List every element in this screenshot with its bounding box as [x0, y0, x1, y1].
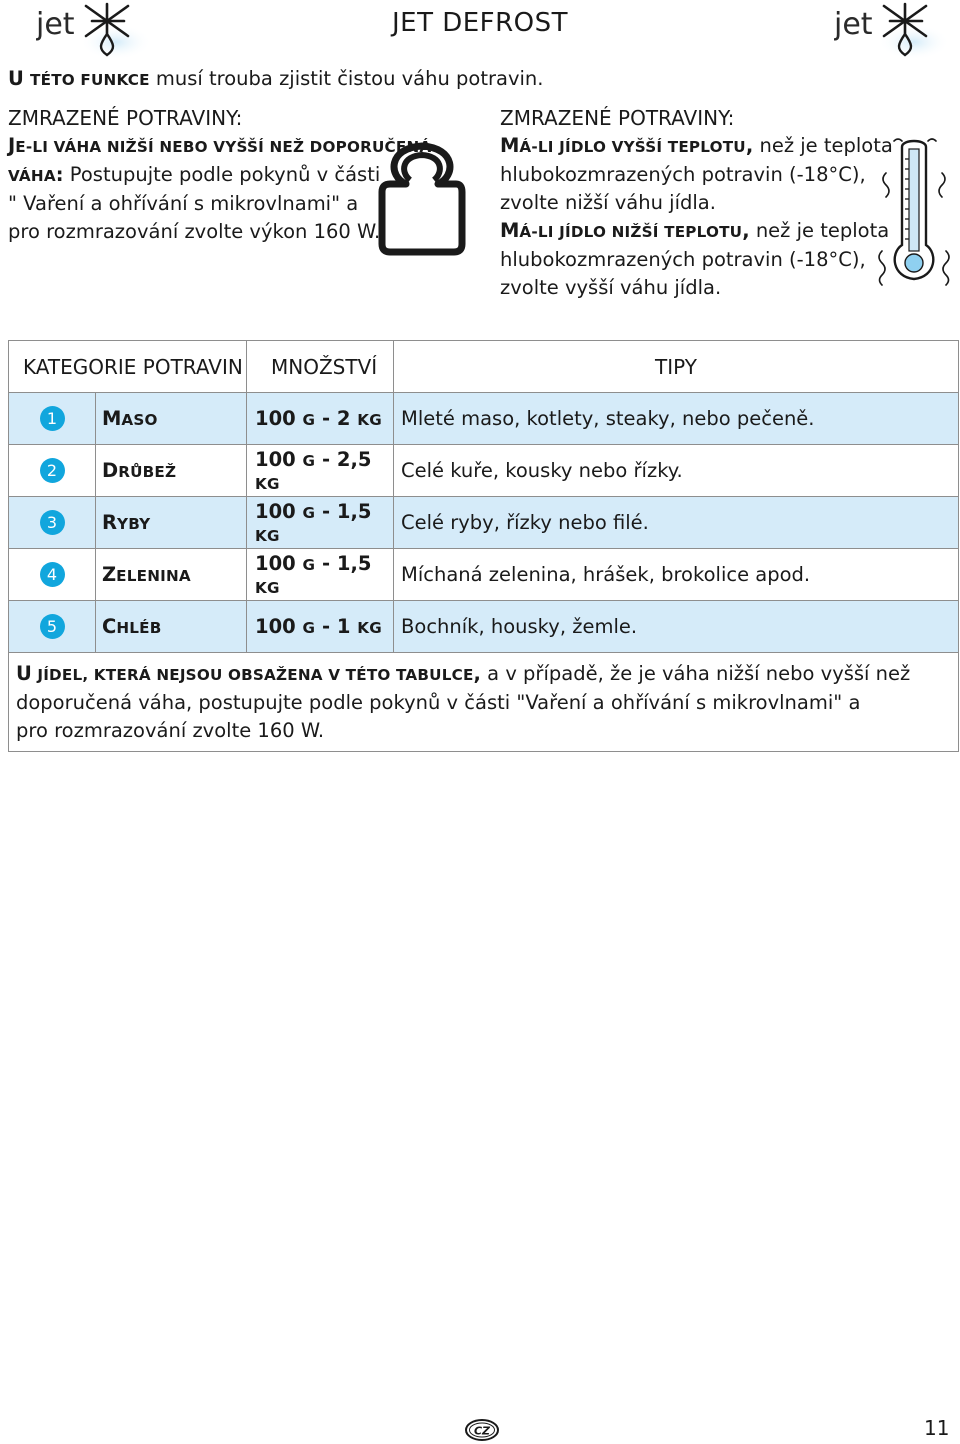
amt-c: - 1	[315, 615, 358, 638]
quantity-cell	[247, 393, 394, 445]
category-cell	[96, 445, 247, 497]
left-line4: pro rozmrazování zvolte výkon 160 W.	[8, 220, 381, 243]
table-note-row	[9, 653, 959, 752]
amt-b: G	[302, 619, 316, 637]
right-p2-line2: hlubokozmrazených potravin (-18°C),	[500, 248, 866, 271]
amt-b: G	[302, 411, 316, 429]
note-rest1: a v případě, že je váha nižší nebo vyšší než	[480, 662, 911, 685]
amt-a: 100	[255, 499, 303, 523]
frozen-weight-block	[8, 104, 431, 246]
header-category: KATEGORIE POTRAVIN	[9, 341, 247, 393]
frozen-thermometer-icon	[872, 133, 956, 303]
left-line3: " Vaření a ohřívání s mikrovlnami" a	[8, 192, 359, 215]
row-number-cell	[9, 549, 96, 601]
left-lead: J	[8, 134, 16, 157]
tip-cell: Bochník, housky, žemle.	[394, 601, 959, 653]
category-cell	[96, 601, 247, 653]
category-rest: ASO	[121, 411, 158, 429]
right-p1-sc: Á-LI JÍDLO VYŠŠÍ TEPLOTU	[519, 138, 746, 156]
header-quantity: MNOŽSTVÍ	[247, 341, 394, 393]
left-sc1: E-LI VÁHA NIŽŠÍ NEBO VYŠŠÍ NEŽ DOPORUČENÁ	[15, 138, 432, 156]
row-number-cell	[9, 601, 96, 653]
right-heading: ZMRAZENÉ POTRAVINY:	[500, 106, 735, 130]
left-line2: Postupujte podle pokynů v části	[63, 163, 381, 186]
right-p2-line3: zvolte vyšší váhu jídla.	[500, 276, 722, 299]
country-code: CZ	[473, 1424, 491, 1438]
note-sc: JÍDEL, KTERÁ NEJSOU OBSAŽENA V TÉTO TABULCE	[31, 666, 474, 684]
category-cell	[96, 393, 247, 445]
right-p1-comma: ,	[745, 134, 754, 157]
category-lead: Z	[102, 563, 117, 586]
left-sc2: VÁHA	[8, 167, 56, 185]
right-p2-sc: Á-LI JÍDLO NIŽŠÍ TEPLOTU	[519, 223, 743, 241]
amt-c: - 2	[315, 407, 358, 430]
intro-rest: musí trouba zjistit čistou váhu potravin.	[149, 67, 544, 90]
tip-cell: Celé kuře, kousky nebo řízky.	[394, 445, 959, 497]
right-p1-line2: hlubokozmrazených potravin (-18°C),	[500, 163, 866, 186]
number-badge: 3	[40, 510, 65, 535]
number-badge: 4	[40, 562, 65, 587]
right-p1-rest: než je teplota	[753, 134, 893, 157]
table-row	[9, 497, 959, 549]
tip-cell: Celé ryby, řízky nebo filé.	[394, 497, 959, 549]
quantity-cell	[247, 549, 394, 601]
left-colon: :	[55, 163, 64, 186]
intro-smallcaps: TÉTO FUNKCE	[30, 71, 150, 89]
logo-text: jet	[834, 7, 873, 42]
amt-a: 100	[255, 407, 303, 430]
amt-d: KG	[255, 578, 280, 597]
intro-paragraph	[8, 67, 543, 90]
category-rest: ELENINA	[116, 567, 191, 585]
quantity-cell	[247, 601, 394, 653]
number-badge: 5	[40, 614, 65, 639]
category-lead: R	[102, 511, 118, 534]
table-row	[9, 549, 959, 601]
category-rest: RŮBEŽ	[118, 463, 177, 481]
amt-b: G	[302, 451, 316, 470]
category-cell	[96, 497, 247, 549]
row-number-cell	[9, 497, 96, 549]
category-cell	[96, 549, 247, 601]
amt-a: 100	[255, 615, 303, 638]
frozen-temperature-block	[500, 104, 893, 302]
amt-a: 100	[255, 447, 303, 471]
food-categories-table	[8, 340, 959, 752]
category-rest: HLÉB	[116, 619, 162, 637]
country-badge	[464, 1418, 500, 1442]
category-rest: YBY	[117, 515, 151, 533]
amt-a: 100	[255, 551, 303, 575]
table-note	[9, 653, 959, 752]
number-badge: 1	[40, 406, 65, 431]
amt-d: KG	[255, 474, 280, 493]
category-lead: D	[102, 459, 119, 482]
amt-b: G	[302, 555, 316, 574]
amt-d: KG	[255, 526, 280, 545]
header-tips: TIPY	[394, 341, 959, 393]
right-p2-comma: ,	[742, 219, 750, 242]
table-header-row	[9, 341, 959, 393]
note-lead: U	[16, 662, 32, 685]
tip-cell: Míchaná zelenina, hrášek, brokolice apod.	[394, 549, 959, 601]
left-heading: ZMRAZENÉ POTRAVINY:	[8, 106, 243, 130]
tip-cell: Mleté maso, kotlety, steaky, nebo pečeně.	[394, 393, 959, 445]
table-row	[9, 393, 959, 445]
category-lead: M	[102, 407, 122, 430]
right-p2-rest: než je teplota	[749, 219, 890, 242]
number-badge: 2	[40, 458, 65, 483]
page-title: JET DEFROST	[391, 8, 569, 38]
logo-text: jet	[36, 7, 75, 42]
right-p2-lead: M	[500, 219, 520, 242]
note-line3: pro rozmrazování zvolte 160 W.	[16, 719, 325, 742]
table-row	[9, 601, 959, 653]
intro-lead: U	[8, 67, 24, 90]
amt-b: G	[302, 503, 316, 522]
category-lead: C	[102, 615, 117, 638]
amt-c: - 1,5	[315, 551, 372, 575]
amt-c: - 2,5	[315, 447, 372, 471]
right-p1-line3: zvolte nižší váhu jídla.	[500, 191, 716, 214]
row-number-cell	[9, 445, 96, 497]
table-row	[9, 445, 959, 497]
amt-d: KG	[357, 619, 382, 637]
quantity-cell	[247, 445, 394, 497]
right-p1-lead: M	[500, 134, 520, 157]
amt-c: - 1,5	[315, 499, 372, 523]
note-comma: ,	[473, 662, 481, 685]
note-line2: doporučená váha, postupujte podle pokynů v části "Vaření a ohřívání s mikrovlnami" a	[16, 691, 861, 714]
page-number: 11	[924, 1416, 950, 1440]
row-number-cell	[9, 393, 96, 445]
amt-d: KG	[357, 411, 382, 429]
weight-icon	[376, 136, 468, 258]
quantity-cell	[247, 497, 394, 549]
